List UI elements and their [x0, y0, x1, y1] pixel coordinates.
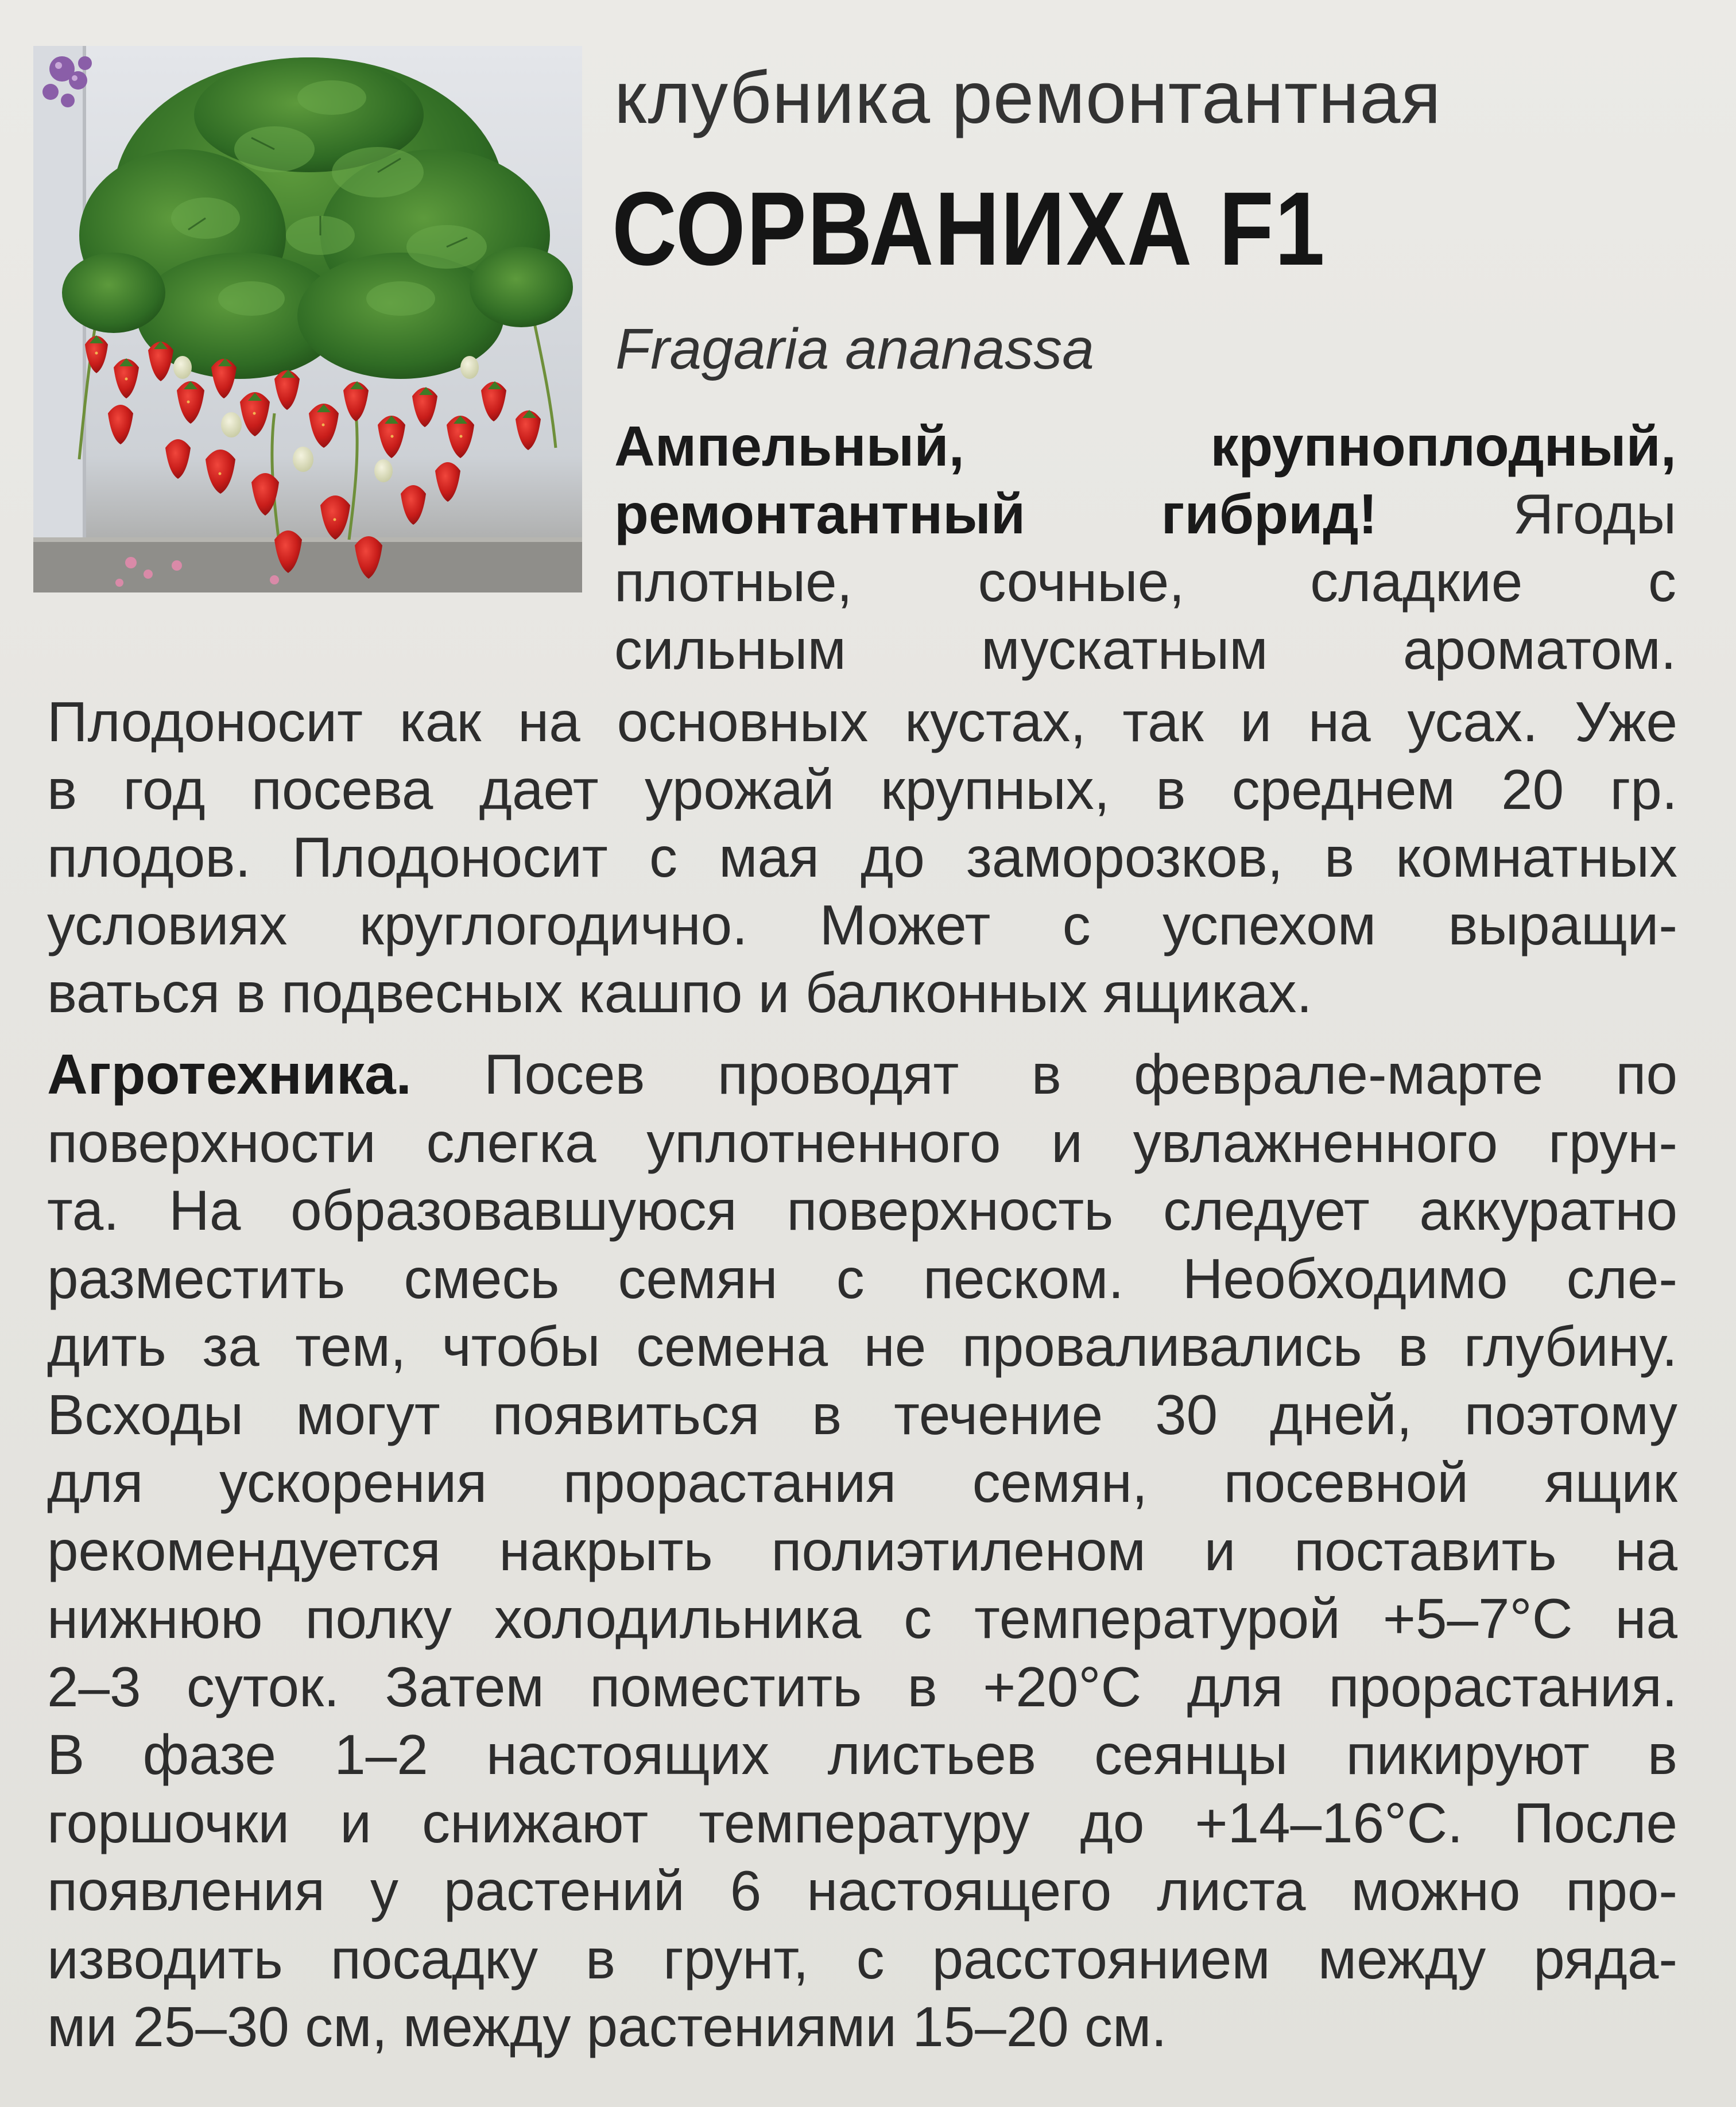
- latin-name: Fragaria ananassa: [615, 317, 1094, 381]
- agrotechnics-line: горшочки и снижают температуру до +14–16°С. После: [47, 1791, 1677, 1854]
- description-line: в год посева дает урожай крупных, в среднем 20 гр.: [47, 758, 1677, 821]
- agrotechnics-line: дить за тем, чтобы семена не проваливались в глубину.: [47, 1315, 1677, 1378]
- hanging-strawberry-illustration: [33, 46, 582, 592]
- agrotechnics-line: та. На образовавшуюся поверхность следует аккуратно: [47, 1179, 1677, 1242]
- agrotechnics-line: появления у растений 6 настоящего листа можно про-: [47, 1859, 1677, 1922]
- agrotechnics-line: разместить смесь семян с песком. Необходимо сле-: [47, 1246, 1677, 1310]
- strawberry-plant-photo: [33, 46, 582, 592]
- description-body: [47, 688, 1677, 1027]
- description-line: Ампельный, крупноплодный,: [614, 415, 1676, 478]
- description-line: сильным мускатным ароматом.: [614, 618, 1676, 681]
- agrotechnics-line: Всходы могут появиться в течение 30 дней, поэтому: [47, 1382, 1677, 1446]
- product-name: СОРВАНИХА F1: [612, 170, 1326, 287]
- agrotechnics-line: поверхности слегка уплотненного и увлажненного грун-: [47, 1110, 1677, 1174]
- agrotechnics-line: Агротехника. Посев проводят в феврале-марте по: [47, 1043, 1677, 1106]
- agrotechnics-line: изводить посадку в грунт, с расстоянием между ряда-: [47, 1927, 1677, 1990]
- description-line: Плодоносит как на основных кустах, так и на усах. Уже: [47, 690, 1677, 753]
- description-line: плодов. Плодоносит с мая до заморозков, в комнатных: [47, 826, 1677, 889]
- agrotechnics-section: [47, 1040, 1677, 2061]
- description-line: условиях круглогодично. Может с успехом выращи-: [47, 893, 1677, 956]
- agrotechnics-line: для ускорения прорастания семян, посевной ящик: [47, 1451, 1677, 1514]
- product-category: клубника ремонтантная: [614, 57, 1442, 139]
- agrotechnics-line: рекомендуется накрыть полиэтиленом и поставить на: [47, 1519, 1677, 1582]
- agrotechnics-line: В фазе 1–2 настоящих листьев сеянцы пикируют в: [47, 1723, 1677, 1786]
- agrotechnics-line: нижнюю полку холодильника с температурой +5–7°С на: [47, 1587, 1677, 1650]
- agrotechnics-line: 2–3 суток. Затем поместить в +20°С для прорастания.: [47, 1655, 1677, 1718]
- description-intro: [614, 412, 1676, 683]
- description-line: ремонтантный гибрид! Ягоды: [614, 482, 1677, 545]
- description-line: плотные, сочные, сладкие с: [614, 550, 1676, 613]
- agrotechnics-heading: Агротехника.: [47, 1043, 412, 1106]
- description-line: ваться в подвесных кашпо и балконных ящиках.: [47, 961, 1312, 1024]
- agrotechnics-line: ми 25–30 см, между растениями 15–20 см.: [47, 1995, 1167, 2058]
